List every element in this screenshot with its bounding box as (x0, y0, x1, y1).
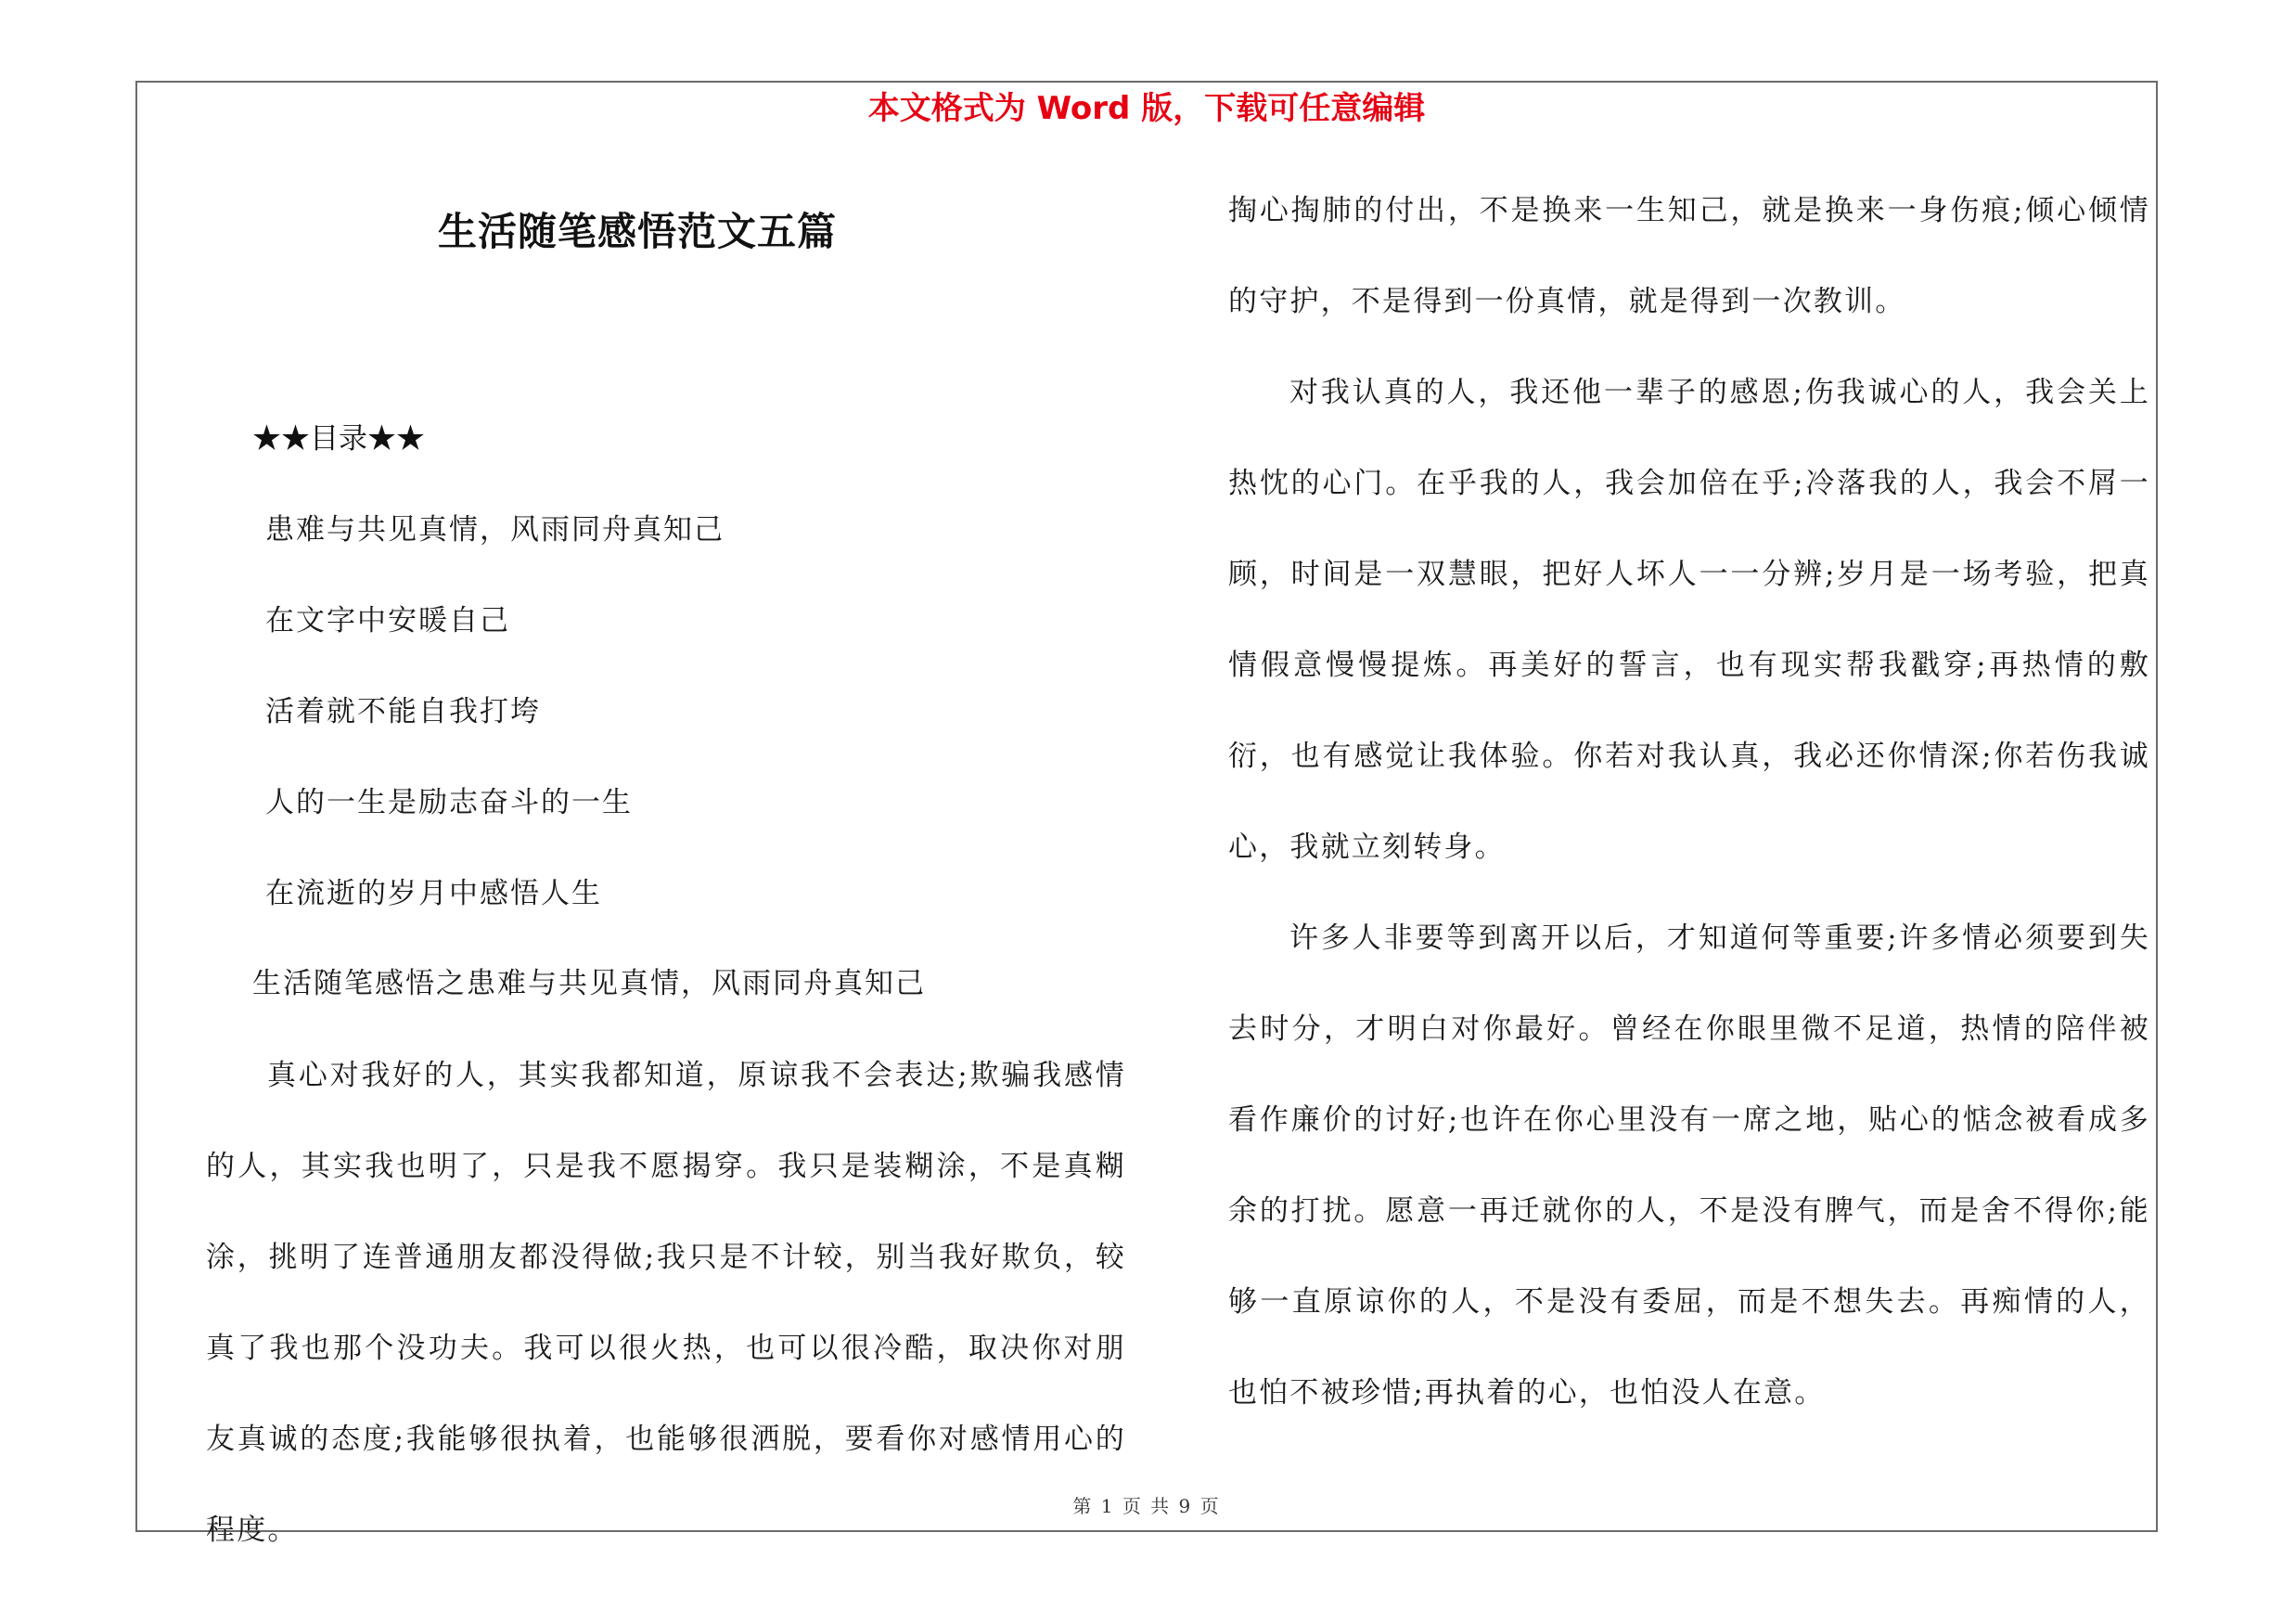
body-paragraph: 真心对我好的人，其实我都知道，原谅我不会表达;欺骗我感情的人，其实我也明了，只是我不愿揭穿。我只是装糊涂，不是真糊涂，挑明了连普通朋友都没得做;我只是不计较，别当我好欺负，较真了我也那个没功夫。我可以很火热，也可以很冷酷，取决你对朋友真诚的态度;我能够很执着，也能够很洒脱，要看你对感情用心的程度。 (206, 1059, 1126, 1547)
section-heading: 生活随笔感悟之患难与共见真情，风雨同舟真知己 (252, 967, 926, 1000)
toc-item[interactable]: 在文字中安暖自己 (265, 604, 510, 638)
body-paragraph: 对我认真的人，我还他一辈子的感恩;伤我诚心的人，我会关上热忱的心门。在乎我的人，我会加倍在乎;冷落我的人，我会不屑一顾，时间是一双慧眼，把好人坏人一一分辨;岁月是一场考验，把真情假意慢慢提炼。再美好的誓言，也有现实帮我戳穿;再热情的敷衍，也有感觉让我体验。你若对我认真，我必还你情深;你若伤我诚心，我就立刻转身。 (1228, 376, 2150, 864)
body-paragraph: 掏心掏肺的付出，不是换来一生知己，就是换来一身伤痕;倾心倾情的守护，不是得到一份真情，就是得到一次教训。 (1228, 194, 2150, 318)
toc-item[interactable]: 人的一生是励志奋斗的一生 (265, 786, 633, 819)
toc-heading: ★★目录★★ (252, 422, 425, 456)
toc-item[interactable]: 活着就不能自我打垮 (265, 695, 541, 728)
document-title: 生活随笔感悟范文五篇 (437, 209, 837, 254)
word-format-banner: 本文格式为 Word 版，下载可任意编辑 (867, 90, 1426, 127)
body-paragraph: 许多人非要等到离开以后，才知道何等重要;许多情必须要到失去时分，才明白对你最好。曾经在你眼里微不足道，热情的陪伴被看作廉价的讨好;也许在你心里没有一席之地，贴心的惦念被看成多余的打扰。愿意一再迁就你的人，不是没有脾气，而是舍不得你;能够一直原谅你的人，不是没有委屈，而是不想失去。再痴情的人，也怕不被珍惜;再执着的心，也怕没人在意。 (1228, 921, 2150, 1410)
table-of-contents (265, 507, 725, 961)
toc-item[interactable]: 在流逝的岁月中感悟人生 (265, 877, 602, 910)
toc-item[interactable]: 患难与共见真情，风雨同舟真知己 (265, 513, 725, 547)
page-number: 第 1 页 共 9 页 (1072, 1495, 1221, 1517)
right-column-body (1228, 165, 2150, 1438)
